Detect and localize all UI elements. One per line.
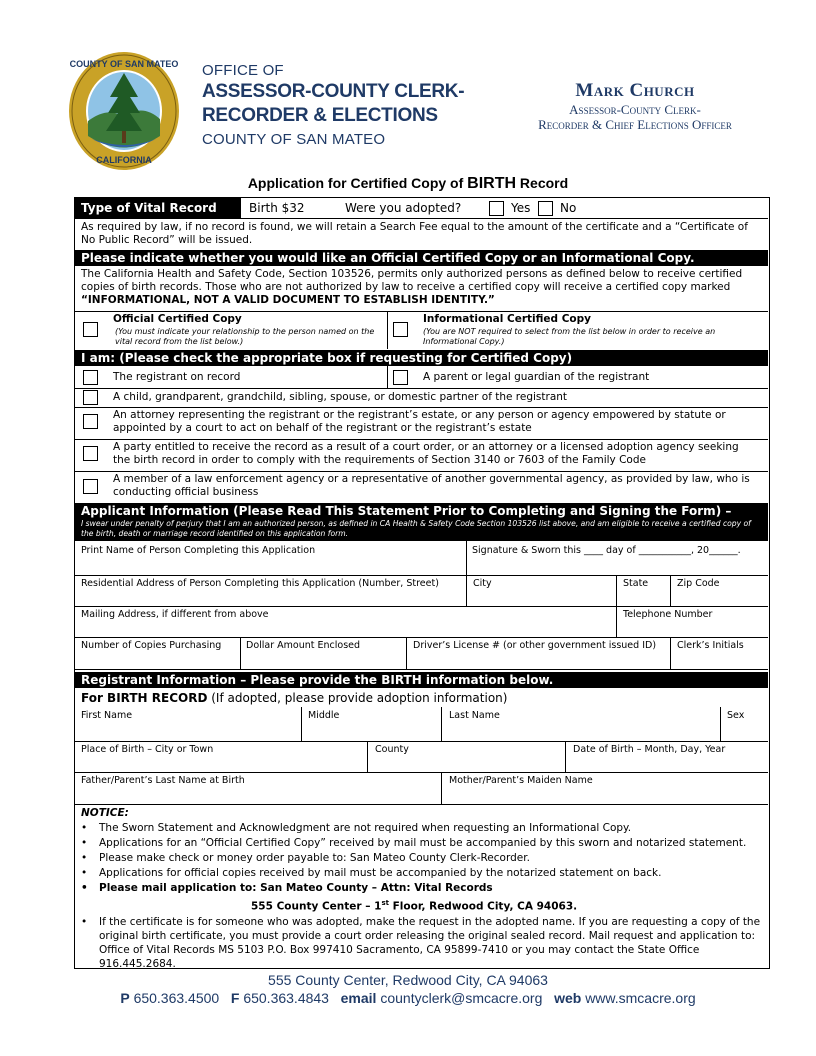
divider bbox=[75, 606, 768, 607]
divider bbox=[75, 772, 768, 773]
divider bbox=[75, 407, 768, 408]
mailing-address-label: Mailing Address, if different from above bbox=[81, 609, 269, 620]
law-enforcement-label: A member of a law enforcement agency or a representative of another governmental agency, as provided by law, who is conducting official business bbox=[113, 473, 750, 498]
office-line-2: ASSESSOR-COUNTY CLERK- bbox=[202, 81, 465, 102]
signature-label[interactable]: Signature & Sworn this ____ day of ___________, 20______. bbox=[472, 545, 741, 556]
notice-title: NOTICE: bbox=[81, 807, 129, 819]
divider bbox=[75, 575, 768, 576]
divider bbox=[75, 311, 768, 312]
phone-number[interactable]: 650.363.4500 bbox=[133, 990, 220, 1006]
bullet-icon: • bbox=[81, 852, 88, 864]
adopted-no-label: No bbox=[560, 201, 577, 215]
web-label: web bbox=[554, 990, 582, 1006]
adopted-no-checkbox[interactable] bbox=[538, 201, 553, 216]
bullet-icon: • bbox=[81, 837, 88, 849]
bullet-icon: • bbox=[81, 882, 88, 894]
registrant-subtitle-rest: (If adopted, please provide adoption information) bbox=[207, 691, 508, 705]
divider bbox=[75, 471, 768, 472]
divider bbox=[75, 388, 768, 389]
divider bbox=[75, 218, 768, 219]
mail-address-sup: st bbox=[381, 899, 389, 907]
title-record-type: BIRTH bbox=[467, 175, 517, 192]
copy-type-body-text: The California Health and Safety Code, Section 103526, permits only authorized persons as defined below to receive certified copies of birth records. Those who are not authorized by law to receive a certified copy will receive a certified copy marked bbox=[81, 268, 743, 293]
fax-label: F bbox=[230, 990, 240, 1006]
print-name-label: Print Name of Person Completing this Application bbox=[81, 545, 316, 556]
mail-address-part-b: Floor, Redwood City, CA 94063. bbox=[388, 900, 578, 913]
dollar-amount-label: Dollar Amount Enclosed bbox=[246, 640, 361, 651]
email-label: email bbox=[340, 990, 377, 1006]
registrant-subtitle bbox=[81, 691, 507, 706]
divider bbox=[466, 575, 467, 606]
officer-title-2: Recorder & Chief Elections Officer bbox=[538, 117, 732, 132]
divider bbox=[720, 707, 721, 741]
bullet-icon: • bbox=[81, 822, 88, 834]
officer-name: Mark Church bbox=[575, 80, 695, 101]
vital-type-label: Type of Vital Record bbox=[75, 198, 241, 218]
adopted-yes-label: Yes bbox=[511, 201, 531, 215]
mail-address-part-a: 555 County Center – 1 bbox=[251, 900, 382, 913]
registrant-label: The registrant on record bbox=[113, 371, 241, 383]
divider bbox=[466, 541, 467, 575]
notice-text: Applications for an “Official Certified Copy” received by mail must be accompanied by this sworn and notarized statement. bbox=[99, 837, 747, 849]
informational-copy-note: (You are NOT required to select from the list below in order to receive an Informational Copy.) bbox=[423, 327, 716, 346]
office-block bbox=[202, 62, 482, 149]
adopted-yes-checkbox[interactable] bbox=[489, 201, 504, 216]
relative-checkbox[interactable] bbox=[83, 390, 98, 405]
notice-list bbox=[81, 821, 767, 971]
office-line-3: RECORDER & ELECTIONS bbox=[202, 105, 438, 126]
registrant-header: Registrant Information – Please provide the BIRTH information below. bbox=[75, 672, 768, 688]
divider bbox=[75, 669, 768, 670]
divider bbox=[75, 637, 768, 638]
divider bbox=[75, 741, 768, 742]
applicant-header: Applicant Information (Please Read This Statement Prior to Completing and Signing the Form) – bbox=[81, 504, 732, 518]
notice-text: If the certificate is for someone who was adopted, make the request in the adopted name. If you are requesting a copy of the original birth certificate, you must provide a court order releasing the original sealed record. Mail request and application to: Office of Vital Records MS 5103 P.O. Box 997410 Sacramento, CA 95899-7410 or you may contact the State Office 916.445.2684. bbox=[99, 915, 761, 970]
license-label: Driver’s License # (or other government issued ID) bbox=[413, 640, 657, 651]
divider bbox=[441, 707, 442, 741]
attorney-label: An attorney representing the registrant or the registrant’s estate, or any person or agency empowered by statute or appointed by a court to act on behalf of the registrant or the registrant’s estate bbox=[113, 409, 726, 434]
seal-text-bottom: CALIFORNIA bbox=[96, 155, 152, 165]
divider bbox=[240, 637, 241, 669]
county-seal-logo bbox=[68, 51, 180, 171]
divider bbox=[670, 637, 671, 669]
relative-label: A child, grandparent, grandchild, sibling, spouse, or domestic partner of the registrant bbox=[113, 391, 568, 403]
relationship-header: I am: (Please check the appropriate box if requesting for Certified Copy) bbox=[75, 350, 768, 366]
attorney-checkbox[interactable] bbox=[83, 414, 98, 429]
bullet-icon: • bbox=[81, 915, 88, 928]
title-suffix: Record bbox=[516, 175, 569, 191]
application-form bbox=[74, 197, 770, 969]
divider bbox=[75, 804, 768, 805]
search-fee-notice: As required by law, if no record is found, we will retain a Search Fee equal to the amount of the certificate and a “Certificate of No Public Record” will be issued. bbox=[81, 221, 748, 246]
notice-item bbox=[81, 881, 767, 896]
copy-type-body-bold: “INFORMATIONAL, NOT A VALID DOCUMENT TO ESTABLISH IDENTITY.” bbox=[81, 294, 495, 306]
divider bbox=[670, 575, 671, 606]
footer-contacts bbox=[0, 990, 816, 1006]
divider bbox=[301, 707, 302, 741]
informational-copy-checkbox[interactable] bbox=[393, 322, 408, 337]
county-label: County bbox=[375, 744, 409, 755]
notice-item bbox=[81, 866, 767, 881]
last-name-label: Last Name bbox=[449, 710, 500, 721]
email-link[interactable]: countyclerk@smcacre.org bbox=[380, 990, 543, 1006]
divider bbox=[387, 366, 388, 388]
officer-block bbox=[500, 80, 770, 132]
residential-address-label: Residential Address of Person Completing this Application (Number, Street) bbox=[81, 578, 439, 589]
perjury-oath: I swear under penalty of perjury that I am an authorized person, as defined in CA Health & Safety Code Section 103526 list above, and am eligible to receive a certified copy of the birth, death or marriage record identified on this application form. bbox=[81, 519, 751, 538]
divider bbox=[565, 741, 566, 772]
notice-text: The Sworn Statement and Acknowledgment are not required when requesting an Informational Copy. bbox=[99, 822, 632, 834]
title-prefix: Application for Certified Copy of bbox=[247, 175, 468, 191]
applicant-header-block bbox=[75, 503, 768, 541]
court-order-checkbox[interactable] bbox=[83, 446, 98, 461]
divider bbox=[441, 772, 442, 804]
telephone-label: Telephone Number bbox=[623, 609, 713, 620]
father-name-label: Father/Parent’s Last Name at Birth bbox=[81, 775, 245, 786]
copy-type-header: Please indicate whether you would like an Official Certified Copy or an Informational Copy. bbox=[75, 250, 768, 266]
divider bbox=[387, 311, 388, 349]
parent-guardian-label: A parent or legal guardian of the registrant bbox=[423, 371, 650, 383]
middle-name-label: Middle bbox=[308, 710, 340, 721]
notice-mail-address bbox=[81, 896, 767, 915]
state-label: State bbox=[623, 578, 649, 589]
bullet-icon: • bbox=[81, 867, 88, 879]
sex-label: Sex bbox=[727, 710, 745, 721]
divider bbox=[406, 637, 407, 669]
informational-copy-title: Informational Certified Copy bbox=[423, 313, 591, 325]
notice-text: Please make check or money order payable to: San Mateo County Clerk-Recorder. bbox=[99, 852, 530, 864]
copies-label: Number of Copies Purchasing bbox=[81, 640, 222, 651]
form-title bbox=[0, 175, 816, 193]
mother-name-label: Mother/Parent’s Maiden Name bbox=[449, 775, 593, 786]
first-name-label: First Name bbox=[81, 710, 133, 721]
notice-item bbox=[81, 851, 767, 866]
city-label: City bbox=[473, 578, 492, 589]
zip-label: Zip Code bbox=[677, 578, 720, 589]
notice-item bbox=[81, 836, 767, 851]
notice-item bbox=[81, 915, 767, 971]
copy-type-body bbox=[81, 268, 765, 307]
place-of-birth-label: Place of Birth – City or Town bbox=[81, 744, 214, 755]
notice-text: Please mail application to: San Mateo County – Attn: Vital Records bbox=[99, 882, 493, 894]
clerk-initials-label: Clerk’s Initials bbox=[677, 640, 744, 651]
seal-text-top: COUNTY OF SAN MATEO bbox=[69, 59, 179, 69]
official-copy-note: (You must indicate your relationship to the person named on the vital record from the list below.) bbox=[115, 327, 375, 346]
notice-item bbox=[81, 821, 767, 836]
official-copy-title: Official Certified Copy bbox=[113, 313, 242, 325]
registrant-checkbox[interactable] bbox=[83, 370, 98, 385]
law-enforcement-checkbox[interactable] bbox=[83, 479, 98, 494]
footer-address: 555 County Center, Redwood City, CA 94063 bbox=[268, 972, 548, 988]
date-of-birth-label: Date of Birth – Month, Day, Year bbox=[573, 744, 726, 755]
phone-label: P bbox=[120, 990, 130, 1006]
registrant-subtitle-bold: For BIRTH RECORD bbox=[81, 691, 208, 705]
notice-text: Applications for official copies received by mail must be accompanied by the notarized statement on back. bbox=[99, 867, 662, 879]
vital-fee: Birth $32 bbox=[249, 201, 305, 215]
divider bbox=[75, 439, 768, 440]
divider bbox=[367, 741, 368, 772]
web-link[interactable]: www.smcacre.org bbox=[585, 990, 696, 1006]
adopted-question: Were you adopted? bbox=[345, 201, 462, 215]
court-order-label: A party entitled to receive the record as a result of a court order, or an attorney or a licensed adoption agency seeking the birth record in order to comply with the requirements of Section 3140 or 7603 of the Family Code bbox=[113, 441, 739, 466]
office-line-1: OFFICE OF bbox=[202, 62, 284, 79]
parent-guardian-checkbox[interactable] bbox=[393, 370, 408, 385]
fax-number: 650.363.4843 bbox=[243, 990, 329, 1006]
office-line-4: COUNTY OF SAN MATEO bbox=[202, 131, 386, 148]
official-copy-checkbox[interactable] bbox=[83, 322, 98, 337]
officer-title-1: Assessor-County Clerk- bbox=[569, 102, 701, 117]
